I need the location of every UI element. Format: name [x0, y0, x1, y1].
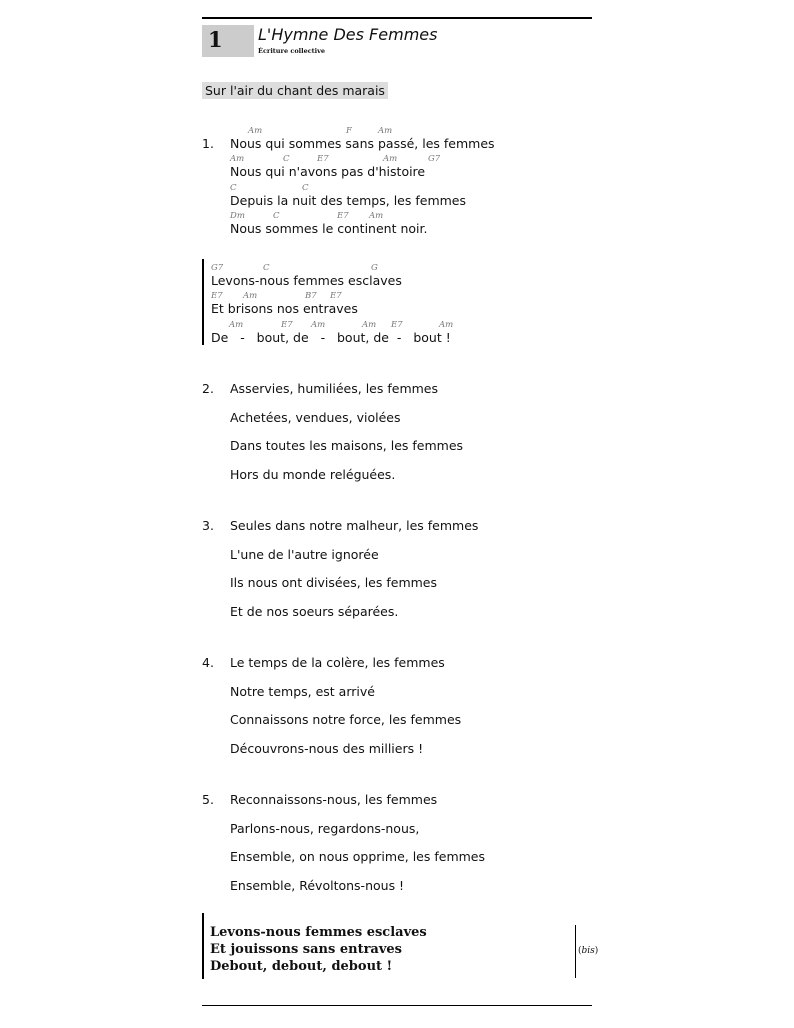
- bottom-rule: [202, 1005, 592, 1006]
- chord: Am: [243, 291, 258, 301]
- lyric-line: Asservies, humiliées, les femmes: [230, 381, 439, 396]
- chord: Am: [378, 126, 393, 136]
- lyric-line: Hors du monde reléguées.: [230, 467, 396, 482]
- lyric-line: Parlons-nous, regardons-nous,: [230, 821, 420, 836]
- chord: B7: [305, 291, 317, 301]
- lyric-line: Depuis la nuit des temps, les femmes: [230, 193, 466, 208]
- verse-number: 2.: [202, 381, 214, 396]
- lyric-line: Connaissons notre force, les femmes: [230, 712, 462, 727]
- song-number-box: [202, 25, 254, 57]
- refrain-line: Et jouissons sans entraves: [210, 942, 402, 957]
- chord: Am: [311, 320, 326, 330]
- lyric-line: De - bout, de - bout, de - bout !: [211, 330, 451, 345]
- repeat-bar: [575, 925, 576, 978]
- chord: F: [346, 126, 352, 136]
- lyric-line: Levons-nous femmes esclaves: [211, 273, 402, 288]
- chord: E7: [330, 291, 342, 301]
- lyric-line: L'une de l'autre ignorée: [230, 547, 379, 562]
- chord: C: [230, 183, 237, 193]
- lyric-line: Découvrons-nous des milliers !: [230, 741, 424, 756]
- chord: E7: [391, 320, 403, 330]
- lyric-line: Le temps de la colère, les femmes: [230, 655, 445, 670]
- top-rule: [202, 17, 592, 19]
- chord: G7: [211, 263, 224, 273]
- lyric-line: Reconnaissons-nous, les femmes: [230, 792, 438, 807]
- chord: Am: [229, 320, 244, 330]
- song-author: Écriture collective: [258, 47, 326, 55]
- chord: Am: [230, 154, 245, 164]
- verse-number: 1.: [202, 136, 214, 151]
- chord: Dm: [230, 211, 245, 221]
- chord: G: [371, 263, 378, 273]
- lyric-line: Ils nous ont divisées, les femmes: [230, 575, 437, 590]
- repeat-marker: (bis): [578, 946, 599, 956]
- lyric-line: Nous qui n'avons pas d'histoire: [230, 164, 426, 179]
- lyric-line: Ensemble, on nous opprime, les femmes: [230, 849, 486, 864]
- chord: E7: [317, 154, 329, 164]
- lyric-line: Et brisons nos entraves: [211, 301, 358, 316]
- tune-note: Sur l'air du chant des marais: [202, 82, 388, 99]
- lyric-line: Dans toutes les maisons, les femmes: [230, 438, 464, 453]
- lyric-line: Seules dans notre malheur, les femmes: [230, 518, 479, 533]
- chord: Am: [369, 211, 384, 221]
- refrain-bar: [202, 259, 204, 345]
- lyric-line: Et de nos soeurs séparées.: [230, 604, 399, 619]
- lyric-line: Ensemble, Révoltons-nous !: [230, 878, 405, 893]
- chord: Am: [362, 320, 377, 330]
- lyric-line: Notre temps, est arrivé: [230, 684, 375, 699]
- chord: C: [302, 183, 309, 193]
- verse-number: 3.: [202, 518, 214, 533]
- refrain-line: Debout, debout, debout !: [210, 959, 393, 974]
- lyric-line: Nous qui sommes sans passé, les femmes: [230, 136, 495, 151]
- chord: C: [263, 263, 270, 273]
- chord: E7: [281, 320, 293, 330]
- chord: C: [283, 154, 290, 164]
- chord: Am: [439, 320, 454, 330]
- chord: G7: [428, 154, 441, 164]
- lyric-line: Nous sommes le continent noir.: [230, 221, 428, 236]
- song-number: 1: [208, 27, 223, 52]
- chord: E7: [337, 211, 349, 221]
- chord: E7: [211, 291, 223, 301]
- lyric-line: Achetées, vendues, violées: [230, 410, 401, 425]
- final-refrain-bar: [202, 913, 204, 979]
- chord: Am: [248, 126, 263, 136]
- verse-number: 5.: [202, 792, 214, 807]
- chord: C: [273, 211, 280, 221]
- refrain-line: Levons-nous femmes esclaves: [210, 925, 427, 940]
- verse-number: 4.: [202, 655, 214, 670]
- song-title: L'Hymne Des Femmes: [258, 25, 438, 44]
- chord: Am: [383, 154, 398, 164]
